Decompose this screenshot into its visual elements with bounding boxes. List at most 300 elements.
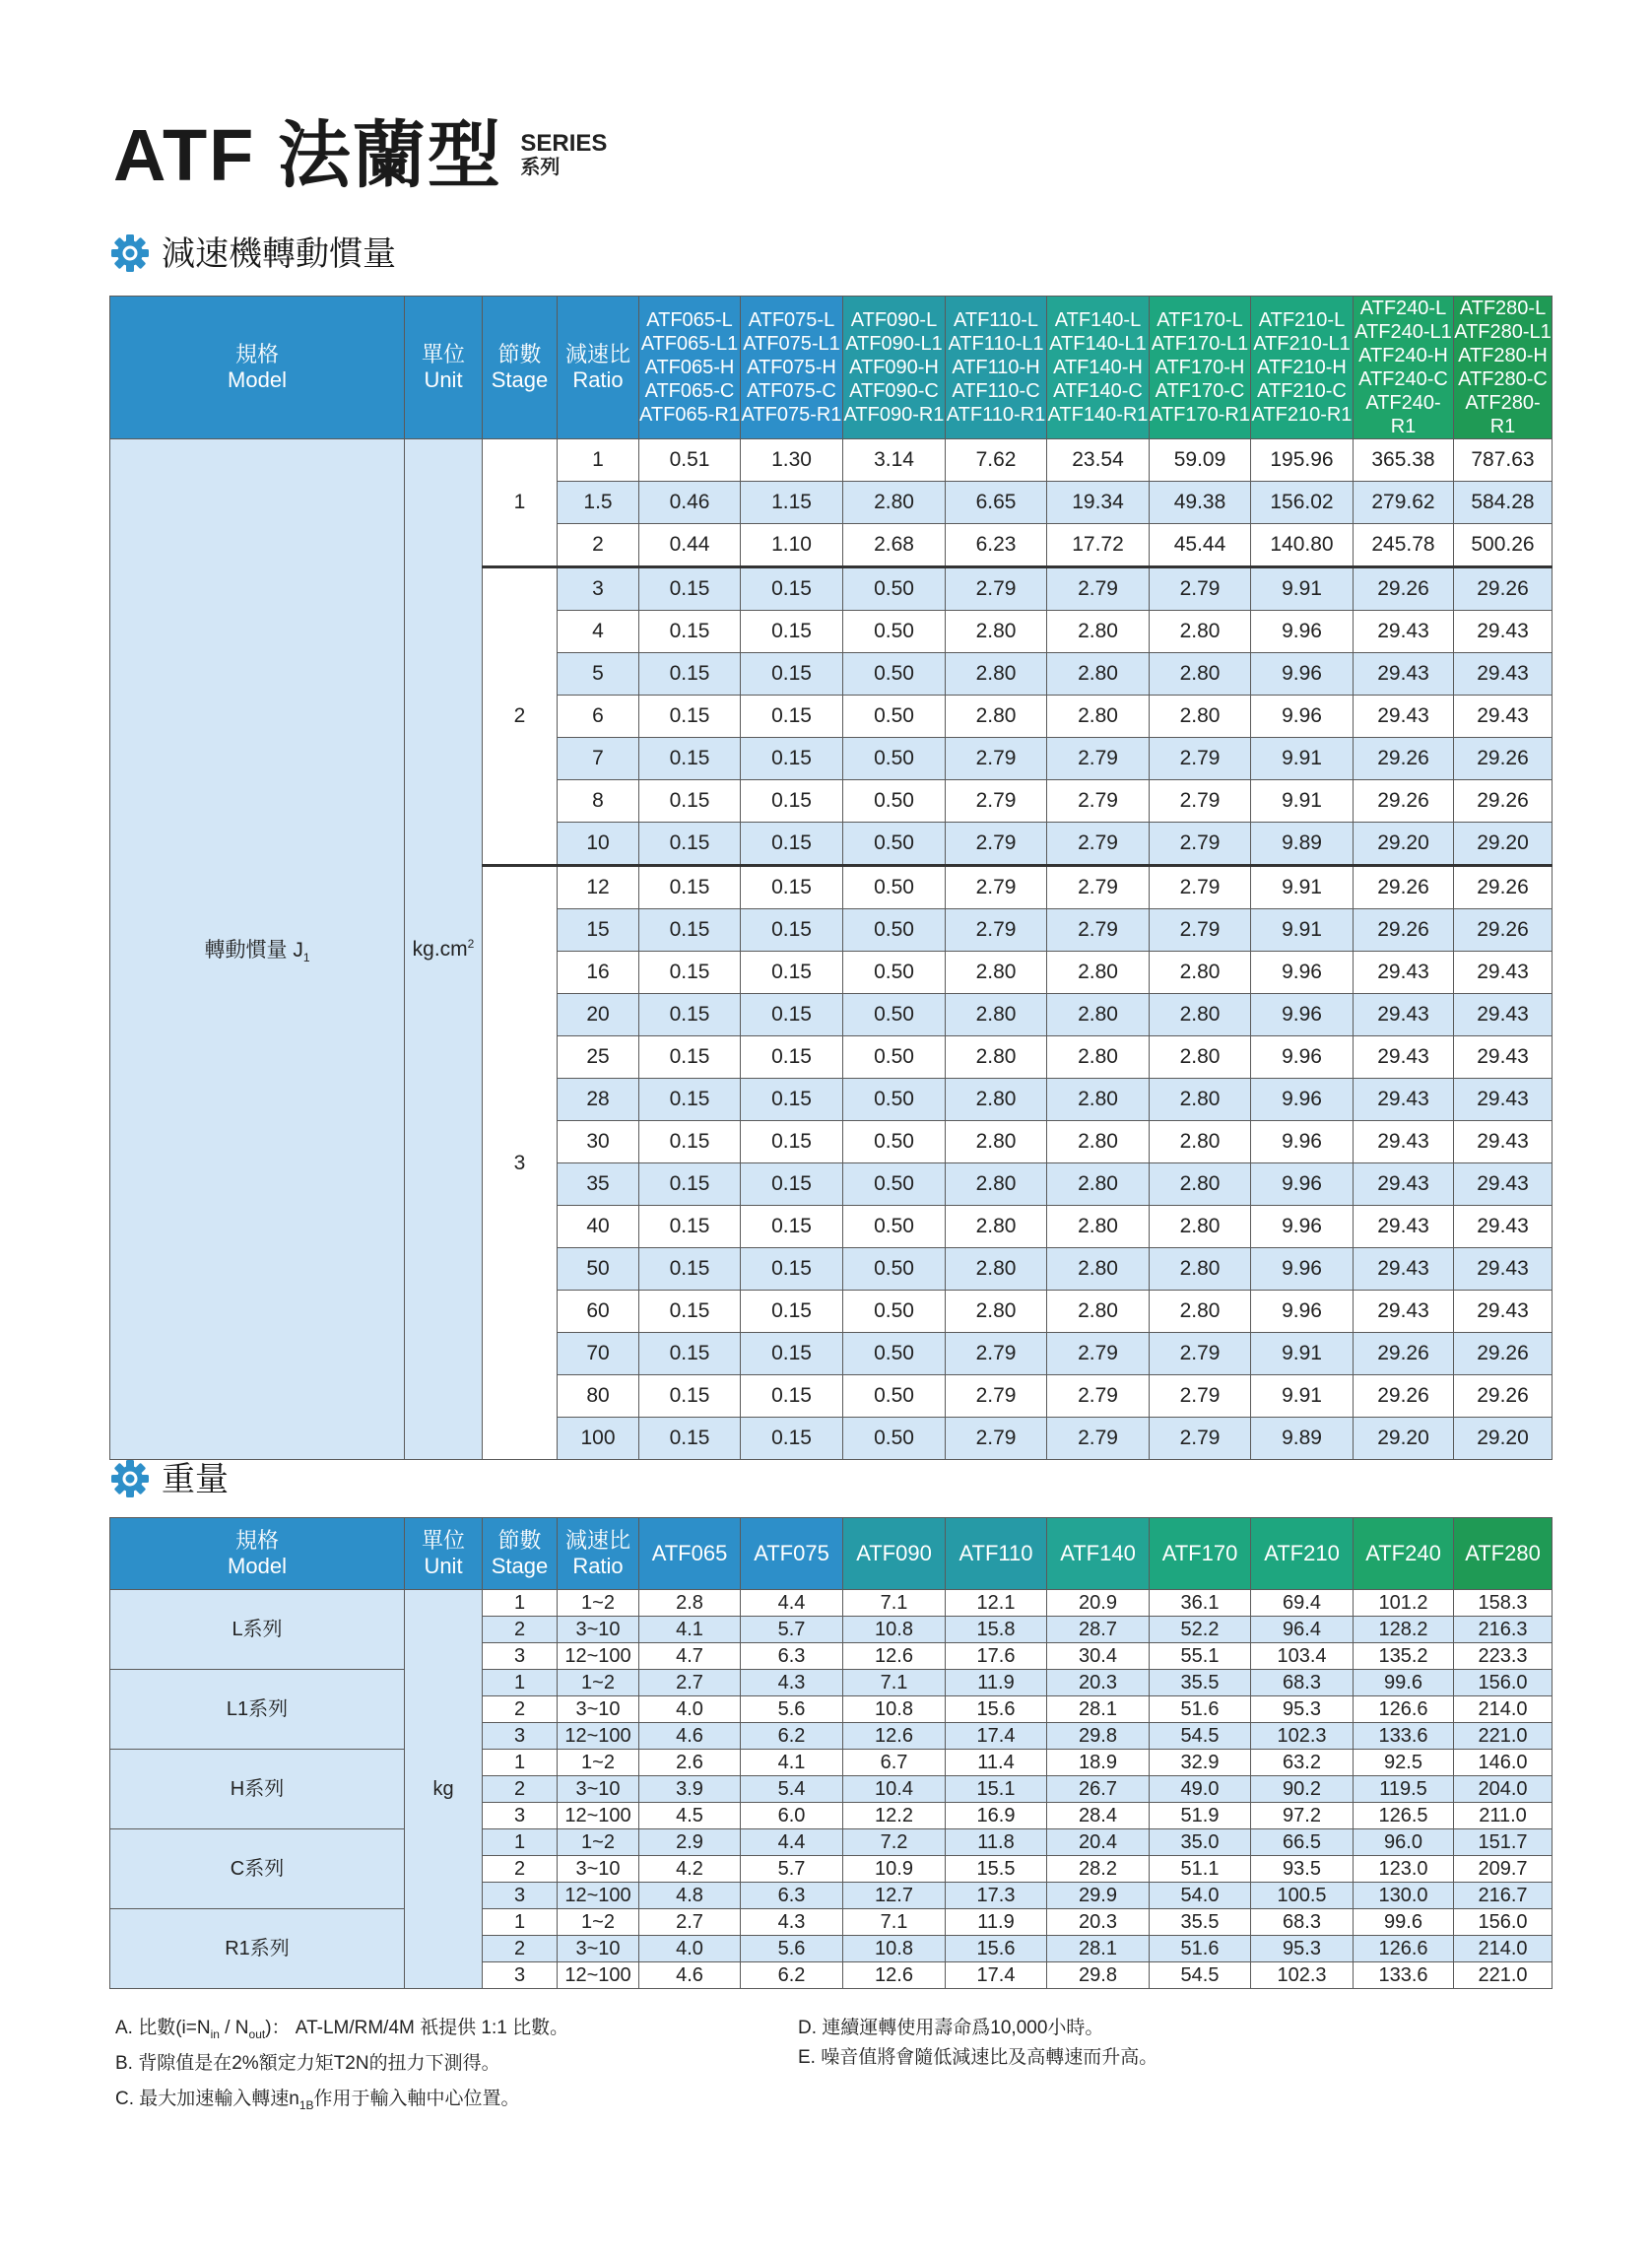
weight-value: 97.2 [1251, 1803, 1354, 1829]
weight-value: 49.0 [1150, 1776, 1251, 1803]
inertia-section-heading [110, 232, 396, 276]
weight-value: 4.3 [741, 1909, 843, 1936]
model-code: ATF280-L [1459, 298, 1547, 319]
inertia-value: 29.26 [1354, 909, 1454, 952]
inertia-value: 2.80 [1047, 952, 1150, 994]
ratio-cell: 1~2 [558, 1750, 639, 1776]
inertia-value: 0.50 [843, 909, 946, 952]
inertia-value: 29.20 [1354, 1418, 1454, 1460]
inertia-value: 2.80 [1150, 1206, 1251, 1248]
ratio-cell: 28 [558, 1079, 639, 1121]
weight-value: 156.0 [1454, 1670, 1553, 1696]
weight-value: 5.7 [741, 1856, 843, 1883]
weight-value: 12.1 [946, 1590, 1047, 1617]
model-code: ATF110-C [952, 380, 1040, 402]
model-code: ATF090-R1 [843, 404, 945, 426]
inertia-value: 2.79 [1150, 1418, 1251, 1460]
model-group-header [1354, 297, 1454, 439]
inertia-value: 2.80 [1150, 994, 1251, 1036]
weight-value: 6.7 [843, 1750, 946, 1776]
ratio-cell: 12 [558, 866, 639, 909]
weight-value: 28.2 [1047, 1856, 1150, 1883]
inertia-value: 29.26 [1354, 738, 1454, 780]
stage-cell: 3 [483, 866, 558, 1460]
inertia-value: 2.79 [1150, 866, 1251, 909]
inertia-value: 2.80 [946, 1206, 1047, 1248]
note-line: C. 最大加速輸入轉速$n_{1B}$作用于輸入軸中心位置。 [115, 2088, 520, 2112]
weight-value: 17.4 [946, 1723, 1047, 1750]
inertia-value: 2.80 [946, 952, 1047, 994]
table-row [110, 1829, 1553, 1856]
model-code: ATF065-L1 [640, 333, 739, 355]
inertia-value: 0.15 [639, 866, 741, 909]
model-code: ATF140-L1 [1049, 333, 1147, 355]
weight-value: 35.0 [1150, 1829, 1251, 1856]
inertia-value: 29.26 [1454, 1375, 1553, 1418]
weight-value: 7.2 [843, 1829, 946, 1856]
notes-left [115, 2014, 568, 2119]
weight-value: 20.3 [1047, 1670, 1150, 1696]
inertia-value: 29.26 [1454, 1333, 1553, 1375]
weight-value: 6.3 [741, 1643, 843, 1670]
weight-value: 130.0 [1354, 1883, 1454, 1909]
weight-value: 4.2 [639, 1856, 741, 1883]
inertia-value: 0.15 [639, 1333, 741, 1375]
ratio-cell: 4 [558, 611, 639, 653]
weight-value: 4.6 [639, 1723, 741, 1750]
weight-value: 126.5 [1354, 1803, 1454, 1829]
inertia-value: 2.80 [1150, 1079, 1251, 1121]
inertia-value: 2.80 [946, 611, 1047, 653]
inertia-value: 29.43 [1354, 653, 1454, 696]
weight-model-header: ATF140 [1047, 1518, 1150, 1590]
ratio-cell: 30 [558, 1121, 639, 1163]
ratio-cell: 1~2 [558, 1909, 639, 1936]
inertia-value: 0.15 [639, 1079, 741, 1121]
inertia-value: 365.38 [1354, 439, 1454, 482]
inertia-value: 787.63 [1454, 439, 1553, 482]
inertia-value: 2.80 [1150, 1163, 1251, 1206]
series-name: C系列 [110, 1829, 405, 1909]
ratio-cell: 5 [558, 653, 639, 696]
table-row [110, 1590, 1553, 1617]
weight-value: 4.5 [639, 1803, 741, 1829]
ratio-cell: 12~100 [558, 1962, 639, 1989]
stage-cell: 3 [483, 1883, 558, 1909]
weight-model-header: ATF090 [843, 1518, 946, 1590]
inertia-value: 0.15 [639, 823, 741, 866]
weight-value: 36.1 [1150, 1590, 1251, 1617]
inertia-value: 2.79 [946, 823, 1047, 866]
model-code: ATF280-C [1458, 368, 1548, 390]
weight-value: 32.9 [1150, 1750, 1251, 1776]
title-series [520, 131, 607, 180]
model-code: ATF065-C [644, 380, 735, 402]
model-code: ATF240-R1 [1365, 392, 1441, 437]
weight-value: 29.9 [1047, 1883, 1150, 1909]
inertia-value: 29.43 [1354, 1206, 1454, 1248]
model-code: ATF170-H [1155, 357, 1245, 378]
stage-header: 節數 Stage [483, 297, 558, 439]
weight-value: 5.7 [741, 1617, 843, 1643]
inertia-row-label: 轉動慣量 $J_1$ [110, 439, 405, 1460]
model-code: ATF065-H [644, 357, 735, 378]
weight-value: 12.6 [843, 1962, 946, 1989]
model-code: ATF090-C [849, 380, 939, 402]
inertia-value: 9.89 [1251, 1418, 1354, 1460]
ratio-cell: 1~2 [558, 1829, 639, 1856]
weight-value: 133.6 [1354, 1723, 1454, 1750]
inertia-value: 9.96 [1251, 1206, 1354, 1248]
weight-value: 51.1 [1150, 1856, 1251, 1883]
ratio-cell: 3 [558, 567, 639, 611]
weight-value: 146.0 [1454, 1750, 1553, 1776]
inertia-value: 9.91 [1251, 567, 1354, 611]
weight-value: 123.0 [1354, 1856, 1454, 1883]
ratio-cell: 3~10 [558, 1936, 639, 1962]
ratio-cell: 2 [558, 524, 639, 567]
weight-value: 4.7 [639, 1643, 741, 1670]
ratio-cell: 8 [558, 780, 639, 823]
inertia-value: 0.50 [843, 994, 946, 1036]
inertia-value: 9.96 [1251, 611, 1354, 653]
inertia-value: 2.79 [1150, 780, 1251, 823]
inertia-value: 9.91 [1251, 1375, 1354, 1418]
ratio-cell: 25 [558, 1036, 639, 1079]
inertia-value: 1.30 [741, 439, 843, 482]
inertia-value: 2.80 [1150, 1036, 1251, 1079]
stage-cell: 1 [483, 439, 558, 567]
inertia-section-title: 減速機轉動慣量 [162, 235, 396, 273]
weight-value: 4.8 [639, 1883, 741, 1909]
model-header: 規格 Model [110, 1518, 405, 1590]
inertia-value: 0.15 [741, 1036, 843, 1079]
inertia-value: 0.15 [639, 1291, 741, 1333]
weight-value: 5.6 [741, 1936, 843, 1962]
inertia-value: 9.96 [1251, 1036, 1354, 1079]
weight-value: 93.5 [1251, 1856, 1354, 1883]
inertia-value: 0.15 [639, 1375, 741, 1418]
model-code: ATF240-L [1359, 298, 1447, 319]
inertia-value: 0.50 [843, 1418, 946, 1460]
page-title [113, 116, 607, 195]
inertia-value: 0.15 [741, 780, 843, 823]
weight-value: 221.0 [1454, 1723, 1553, 1750]
inertia-value: 2.79 [946, 909, 1047, 952]
model-group-header [639, 297, 741, 439]
inertia-header-row [110, 297, 1553, 439]
inertia-value: 2.79 [1047, 909, 1150, 952]
inertia-value: 29.26 [1354, 780, 1454, 823]
ratio-cell: 7 [558, 738, 639, 780]
weight-value: 20.4 [1047, 1829, 1150, 1856]
model-code: ATF065-L [646, 309, 733, 331]
inertia-value: 156.02 [1251, 482, 1354, 524]
weight-value: 28.7 [1047, 1617, 1150, 1643]
inertia-value: 29.20 [1454, 1418, 1553, 1460]
weight-value: 214.0 [1454, 1696, 1553, 1723]
weight-value: 51.6 [1150, 1936, 1251, 1962]
weight-value: 68.3 [1251, 1909, 1354, 1936]
model-group-header [1454, 297, 1553, 439]
weight-value: 96.4 [1251, 1617, 1354, 1643]
weight-value: 15.1 [946, 1776, 1047, 1803]
inertia-value: 2.79 [1047, 866, 1150, 909]
ratio-cell: 15 [558, 909, 639, 952]
inertia-value: 29.26 [1354, 866, 1454, 909]
inertia-value: 0.15 [741, 994, 843, 1036]
inertia-value: 29.43 [1354, 1036, 1454, 1079]
inertia-value: 29.43 [1354, 1248, 1454, 1291]
inertia-value: 29.26 [1454, 866, 1553, 909]
inertia-value: 45.44 [1150, 524, 1251, 567]
model-code: ATF210-H [1257, 357, 1347, 378]
inertia-value: 0.50 [843, 1206, 946, 1248]
inertia-value: 29.43 [1454, 653, 1553, 696]
inertia-value: 2.79 [946, 866, 1047, 909]
weight-section-heading [110, 1458, 229, 1501]
ratio-cell: 3~10 [558, 1776, 639, 1803]
weight-value: 20.3 [1047, 1909, 1150, 1936]
model-code: ATF090-H [849, 357, 939, 378]
weight-value: 52.2 [1150, 1617, 1251, 1643]
inertia-value: 2.79 [1047, 738, 1150, 780]
weight-value: 2.7 [639, 1909, 741, 1936]
notes-right [798, 2014, 1157, 2073]
weight-value: 4.4 [741, 1829, 843, 1856]
weight-value: 5.4 [741, 1776, 843, 1803]
weight-value: 100.5 [1251, 1883, 1354, 1909]
weight-value: 11.9 [946, 1670, 1047, 1696]
model-code: ATF210-R1 [1251, 404, 1353, 426]
inertia-value: 2.80 [1150, 653, 1251, 696]
series-en: SERIES [520, 130, 608, 157]
model-code: ATF090-L1 [845, 333, 943, 355]
weight-value: 156.0 [1454, 1909, 1553, 1936]
model-code: ATF140-C [1053, 380, 1143, 402]
model-code: ATF075-L1 [743, 333, 840, 355]
inertia-value: 17.72 [1047, 524, 1150, 567]
weight-value: 28.4 [1047, 1803, 1150, 1829]
note-line: D. 連續運轉使用壽命爲10,000小時。 [798, 2018, 1104, 2038]
inertia-value: 2.80 [1150, 952, 1251, 994]
inertia-value: 0.15 [741, 1375, 843, 1418]
model-code: ATF110-R1 [946, 404, 1046, 426]
weight-value: 2.9 [639, 1829, 741, 1856]
model-code: ATF240-L1 [1355, 321, 1452, 343]
model-code: ATF140-L [1054, 309, 1142, 331]
weight-model-header: ATF065 [639, 1518, 741, 1590]
weight-value: 6.2 [741, 1962, 843, 1989]
table-row [110, 1750, 1553, 1776]
model-header: 規格 Model [110, 297, 405, 439]
weight-value: 95.3 [1251, 1696, 1354, 1723]
weight-value: 214.0 [1454, 1936, 1553, 1962]
inertia-value: 2.80 [1047, 1248, 1150, 1291]
inertia-value: 0.15 [639, 1206, 741, 1248]
table-row [110, 1909, 1553, 1936]
weight-value: 29.8 [1047, 1723, 1150, 1750]
model-code: ATF065-R1 [639, 404, 740, 426]
inertia-value: 2.80 [1150, 1121, 1251, 1163]
inertia-value: 2.79 [1150, 1333, 1251, 1375]
inertia-value: 2.79 [946, 567, 1047, 611]
inertia-value: 2.79 [1047, 567, 1150, 611]
note-line: B. 背隙值是在2%額定力矩T2N的扭力下測得。 [115, 2052, 500, 2074]
inertia-value: 9.96 [1251, 1079, 1354, 1121]
inertia-value: 0.15 [639, 653, 741, 696]
inertia-value: 0.15 [741, 1418, 843, 1460]
inertia-value: 2.80 [1047, 1036, 1150, 1079]
ratio-cell: 1.5 [558, 482, 639, 524]
weight-model-header: ATF075 [741, 1518, 843, 1590]
weight-value: 54.5 [1150, 1723, 1251, 1750]
model-code: ATF280-L1 [1454, 321, 1552, 343]
weight-value: 69.4 [1251, 1590, 1354, 1617]
weight-value: 17.3 [946, 1883, 1047, 1909]
ratio-cell: 12~100 [558, 1803, 639, 1829]
inertia-value: 2.80 [1047, 1079, 1150, 1121]
weight-value: 20.9 [1047, 1590, 1150, 1617]
inertia-value: 0.50 [843, 1291, 946, 1333]
gear-icon [110, 1459, 150, 1498]
inertia-value: 9.91 [1251, 909, 1354, 952]
weight-value: 6.2 [741, 1723, 843, 1750]
inertia-value: 2.79 [946, 780, 1047, 823]
weight-value: 3.9 [639, 1776, 741, 1803]
inertia-value: 29.43 [1454, 1163, 1553, 1206]
model-code: ATF075-R1 [741, 404, 842, 426]
model-group-header [946, 297, 1047, 439]
weight-value: 133.6 [1354, 1962, 1454, 1989]
model-code: ATF170-L1 [1151, 333, 1249, 355]
weight-value: 5.6 [741, 1696, 843, 1723]
stage-cell: 3 [483, 1962, 558, 1989]
inertia-value: 9.96 [1251, 994, 1354, 1036]
inertia-value: 29.20 [1454, 823, 1553, 866]
series-name: R1系列 [110, 1909, 405, 1989]
inertia-value: 29.26 [1354, 1375, 1454, 1418]
inertia-value: 0.15 [741, 952, 843, 994]
weight-value: 15.6 [946, 1936, 1047, 1962]
inertia-value: 29.26 [1454, 738, 1553, 780]
stage-cell: 2 [483, 1617, 558, 1643]
inertia-value: 2.80 [1047, 611, 1150, 653]
inertia-value: 2.79 [946, 1375, 1047, 1418]
weight-value: 26.7 [1047, 1776, 1150, 1803]
model-code: ATF210-C [1257, 380, 1347, 402]
weight-value: 4.4 [741, 1590, 843, 1617]
ratio-header: 減速比 Ratio [558, 1518, 639, 1590]
model-code: ATF090-L [850, 309, 938, 331]
inertia-value: 29.43 [1454, 994, 1553, 1036]
ratio-cell: 20 [558, 994, 639, 1036]
stage-cell: 1 [483, 1750, 558, 1776]
inertia-value: 49.38 [1150, 482, 1251, 524]
inertia-value: 0.15 [741, 866, 843, 909]
ratio-cell: 3~10 [558, 1617, 639, 1643]
inertia-value: 23.54 [1047, 439, 1150, 482]
inertia-value: 9.89 [1251, 823, 1354, 866]
weight-value: 209.7 [1454, 1856, 1553, 1883]
inertia-value: 2.80 [1047, 994, 1150, 1036]
stage-cell: 2 [483, 1856, 558, 1883]
inertia-value: 2.79 [946, 1333, 1047, 1375]
inertia-value: 195.96 [1251, 439, 1354, 482]
model-code: ATF170-L [1156, 309, 1243, 331]
inertia-value: 2.80 [946, 696, 1047, 738]
inertia-value: 0.15 [741, 1079, 843, 1121]
weight-value: 216.3 [1454, 1617, 1553, 1643]
inertia-value: 1.10 [741, 524, 843, 567]
weight-value: 92.5 [1354, 1750, 1454, 1776]
weight-value: 66.5 [1251, 1829, 1354, 1856]
ratio-cell: 70 [558, 1333, 639, 1375]
inertia-value: 0.15 [639, 1036, 741, 1079]
inertia-value: 0.50 [843, 1248, 946, 1291]
weight-value: 102.3 [1251, 1962, 1354, 1989]
weight-header-row [110, 1518, 1553, 1590]
inertia-value: 0.50 [843, 823, 946, 866]
series-name: L系列 [110, 1590, 405, 1670]
inertia-value: 29.26 [1454, 780, 1553, 823]
weight-value: 221.0 [1454, 1962, 1553, 1989]
inertia-value: 0.15 [741, 1333, 843, 1375]
weight-value: 10.4 [843, 1776, 946, 1803]
model-code: ATF210-L1 [1253, 333, 1351, 355]
weight-value: 4.3 [741, 1670, 843, 1696]
weight-value: 51.6 [1150, 1696, 1251, 1723]
weight-value: 12.6 [843, 1723, 946, 1750]
stage-cell: 1 [483, 1670, 558, 1696]
inertia-value: 0.50 [843, 1036, 946, 1079]
inertia-value: 2.80 [1150, 1291, 1251, 1333]
unit-header: 單位 Unit [405, 297, 483, 439]
inertia-value: 29.43 [1354, 1079, 1454, 1121]
inertia-value: 0.50 [843, 1163, 946, 1206]
weight-value: 135.2 [1354, 1643, 1454, 1670]
inertia-table [109, 296, 1553, 1460]
weight-value: 119.5 [1354, 1776, 1454, 1803]
inertia-value: 0.15 [741, 1291, 843, 1333]
series-zh: 系列 [520, 157, 561, 178]
inertia-value: 9.91 [1251, 780, 1354, 823]
inertia-value: 0.15 [741, 738, 843, 780]
weight-value: 10.8 [843, 1936, 946, 1962]
inertia-value: 0.15 [741, 1248, 843, 1291]
inertia-value: 29.43 [1454, 1036, 1553, 1079]
weight-value: 18.9 [1047, 1750, 1150, 1776]
inertia-value: 59.09 [1150, 439, 1251, 482]
inertia-value: 9.96 [1251, 952, 1354, 994]
weight-value: 10.8 [843, 1617, 946, 1643]
inertia-value: 2.80 [1150, 696, 1251, 738]
inertia-value: 0.15 [639, 1418, 741, 1460]
weight-value: 35.5 [1150, 1909, 1251, 1936]
weight-value: 10.8 [843, 1696, 946, 1723]
ratio-cell: 6 [558, 696, 639, 738]
inertia-value: 0.44 [639, 524, 741, 567]
inertia-value: 500.26 [1454, 524, 1553, 567]
inertia-value: 9.96 [1251, 1121, 1354, 1163]
stage-cell: 2 [483, 567, 558, 866]
ratio-cell: 35 [558, 1163, 639, 1206]
inertia-value: 2.79 [1150, 909, 1251, 952]
inertia-value: 29.43 [1354, 696, 1454, 738]
stage-cell: 2 [483, 1696, 558, 1723]
weight-value: 12.7 [843, 1883, 946, 1909]
weight-value: 4.1 [639, 1617, 741, 1643]
